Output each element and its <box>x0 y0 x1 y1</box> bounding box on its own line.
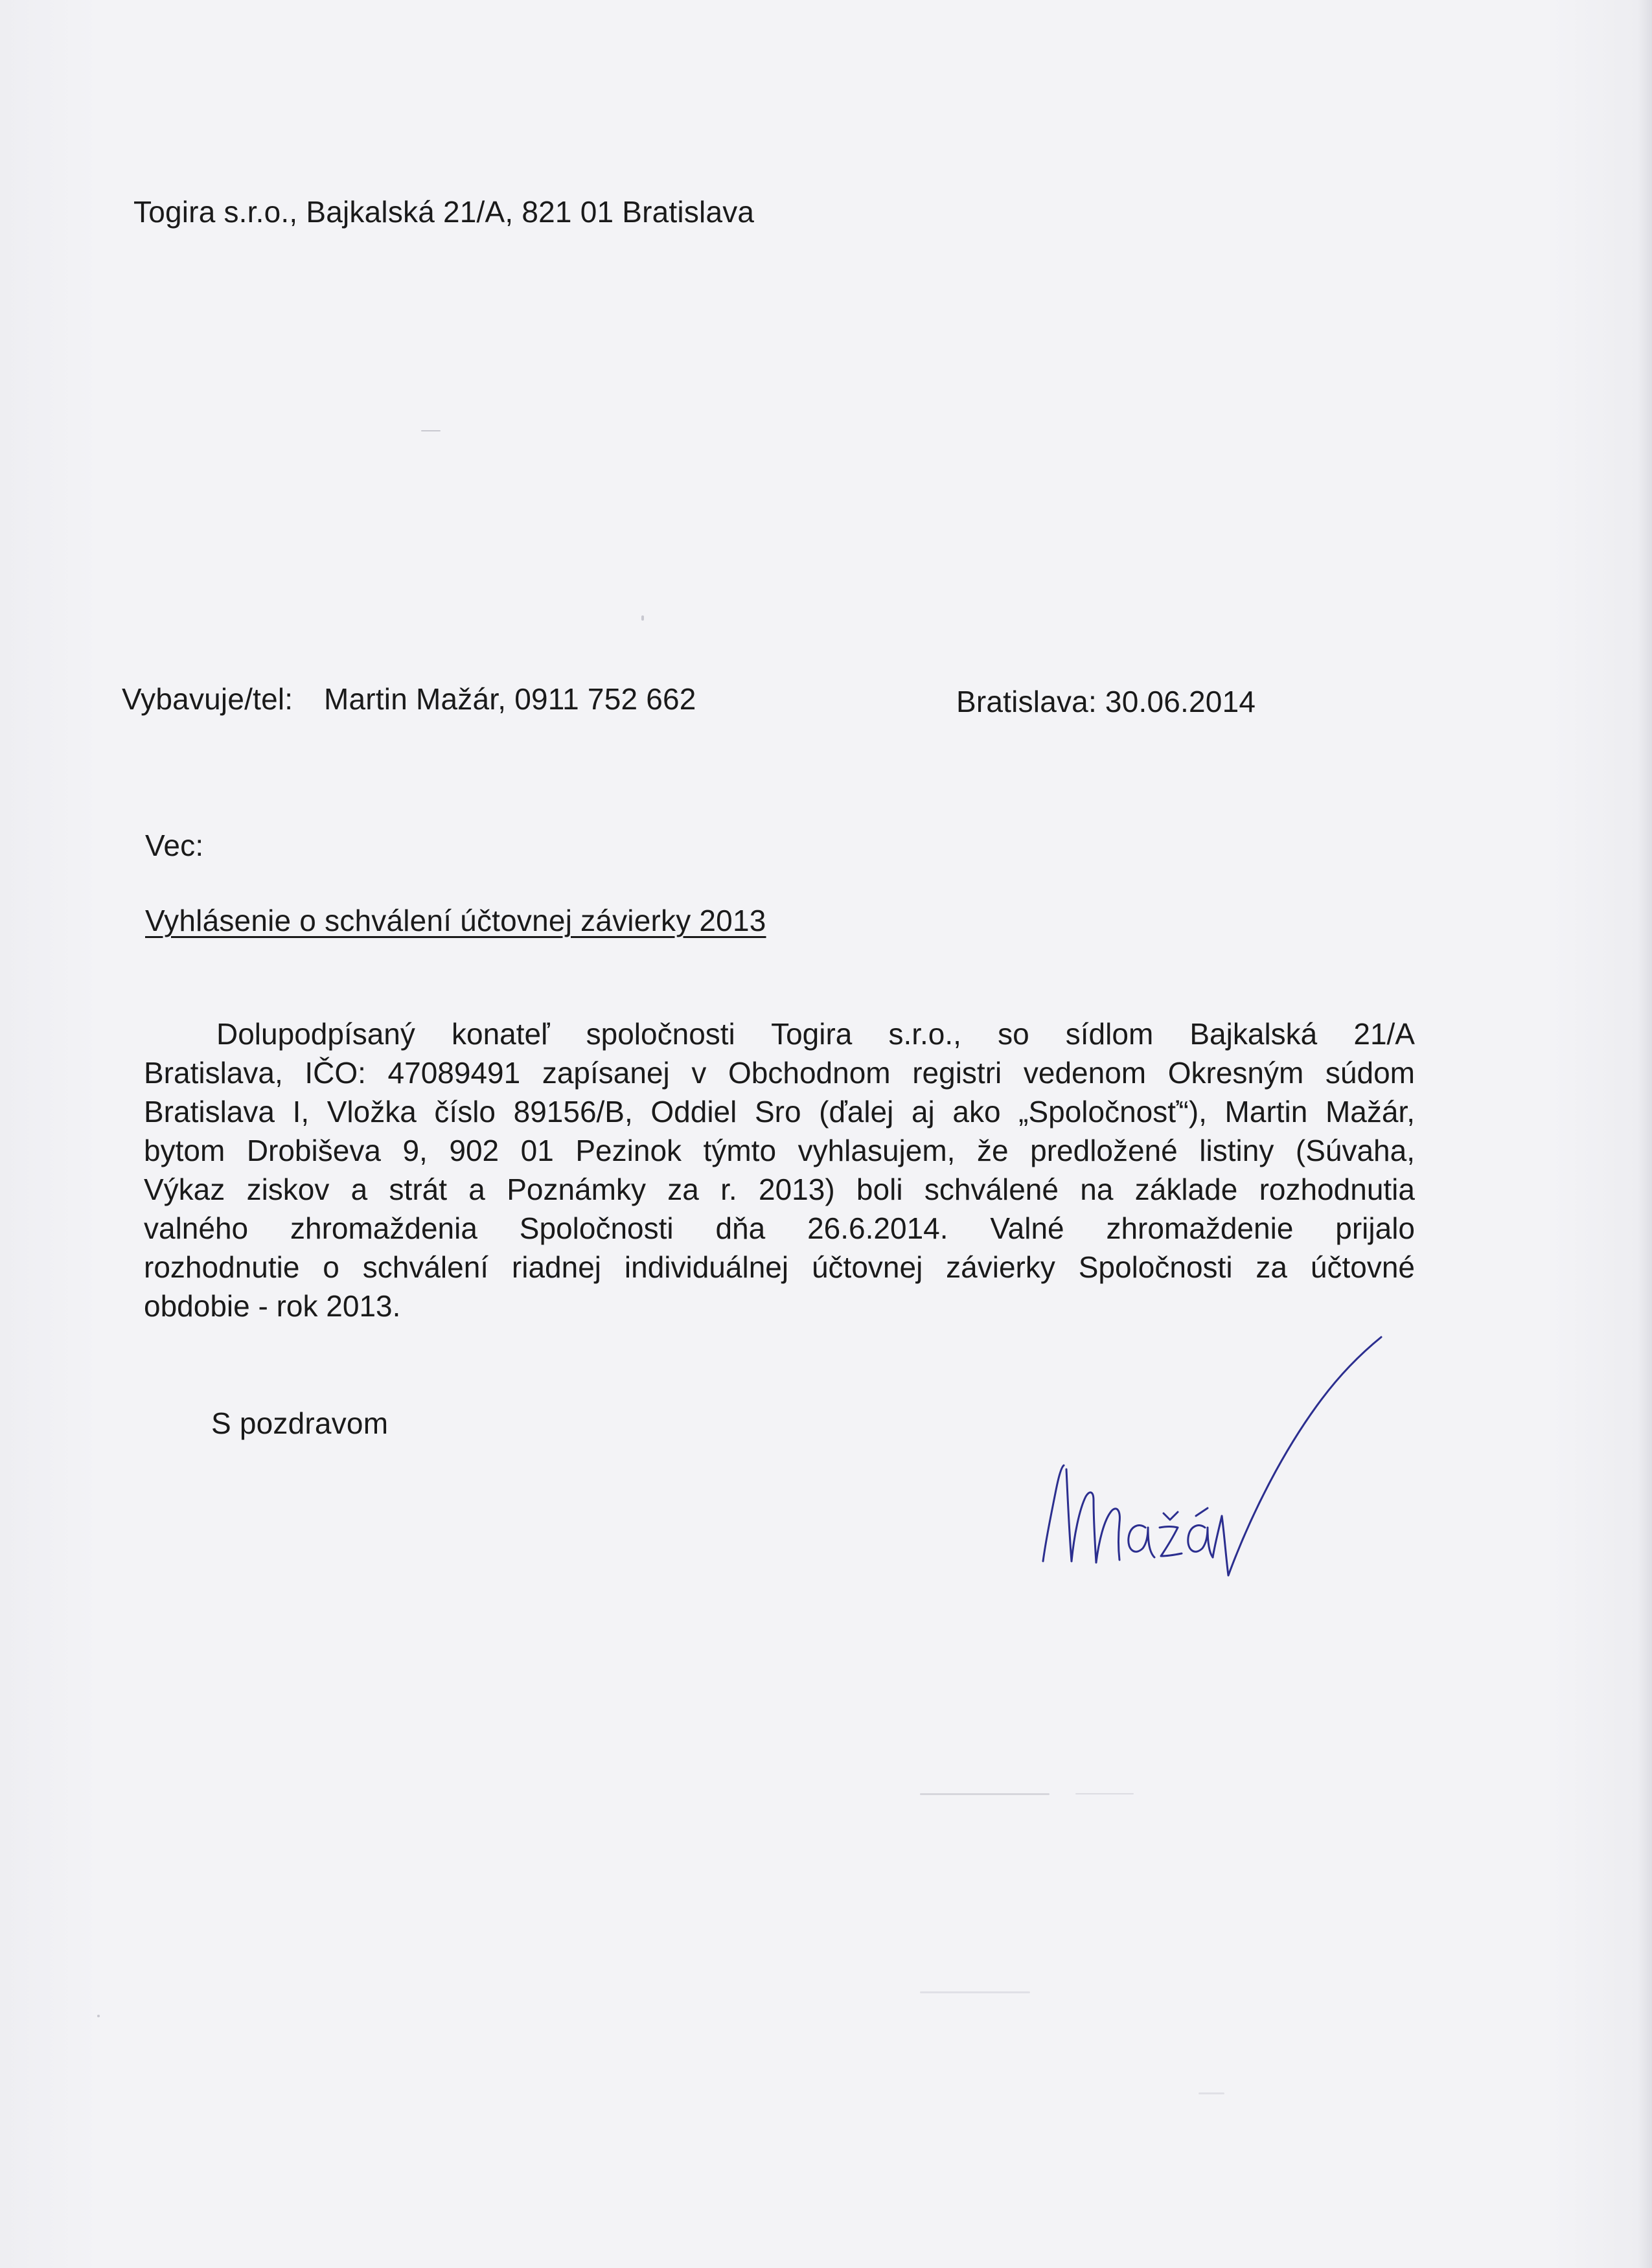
handler-contact: Martin Mažár, 0911 752 662 <box>324 682 696 716</box>
body-line: rozhodnutie o schválení riadnej individuálnej účtovnej závierky Spoločnosti za účtovné <box>144 1250 1415 1284</box>
subject-label: Vec: <box>145 829 204 862</box>
scan-edge-shadow <box>1638 0 1652 2268</box>
closing-salutation: S pozdravom <box>211 1406 389 1440</box>
handler-label: Vybavuje/tel: <box>122 682 293 716</box>
handwritten-signature <box>1037 1322 1386 1594</box>
place-and-date: Bratislava: 30.06.2014 <box>956 685 1256 718</box>
subject-title: Vyhlásenie o schválení účtovnej závierky 2013 <box>145 904 766 937</box>
body-line: Dolupodpísaný konateľ spoločnosti Togira s.r.o., so sídlom Bajkalská 21/A <box>216 1017 1415 1051</box>
body-line: Bratislava, IČO: 47089491 zapísanej v Obchodnom registri vedenom Okresným súdom <box>144 1056 1415 1090</box>
body-line: Výkaz ziskov a strát a Poznámky za r. 2013) boli schválené na základe rozhodnutia <box>144 1173 1415 1206</box>
letter-body <box>144 1014 1415 1325</box>
body-line: obdobie - rok 2013. <box>144 1289 401 1323</box>
body-line: bytom Drobiševa 9, 902 01 Pezinok týmto vyhlasujem, že predložené listiny (Súvaha, <box>144 1134 1415 1167</box>
body-line: valného zhromaždenia Spoločnosti dňa 26.6.2014. Valné zhromaždenie prijalo <box>144 1211 1415 1245</box>
sender-address: Togira s.r.o., Bajkalská 21/A, 821 01 Bratislava <box>133 195 755 229</box>
body-line: Bratislava I, Vložka číslo 89156/B, Oddiel Sro (ďalej aj ako „Spoločnosť“), Martin Mažár, <box>144 1095 1415 1128</box>
